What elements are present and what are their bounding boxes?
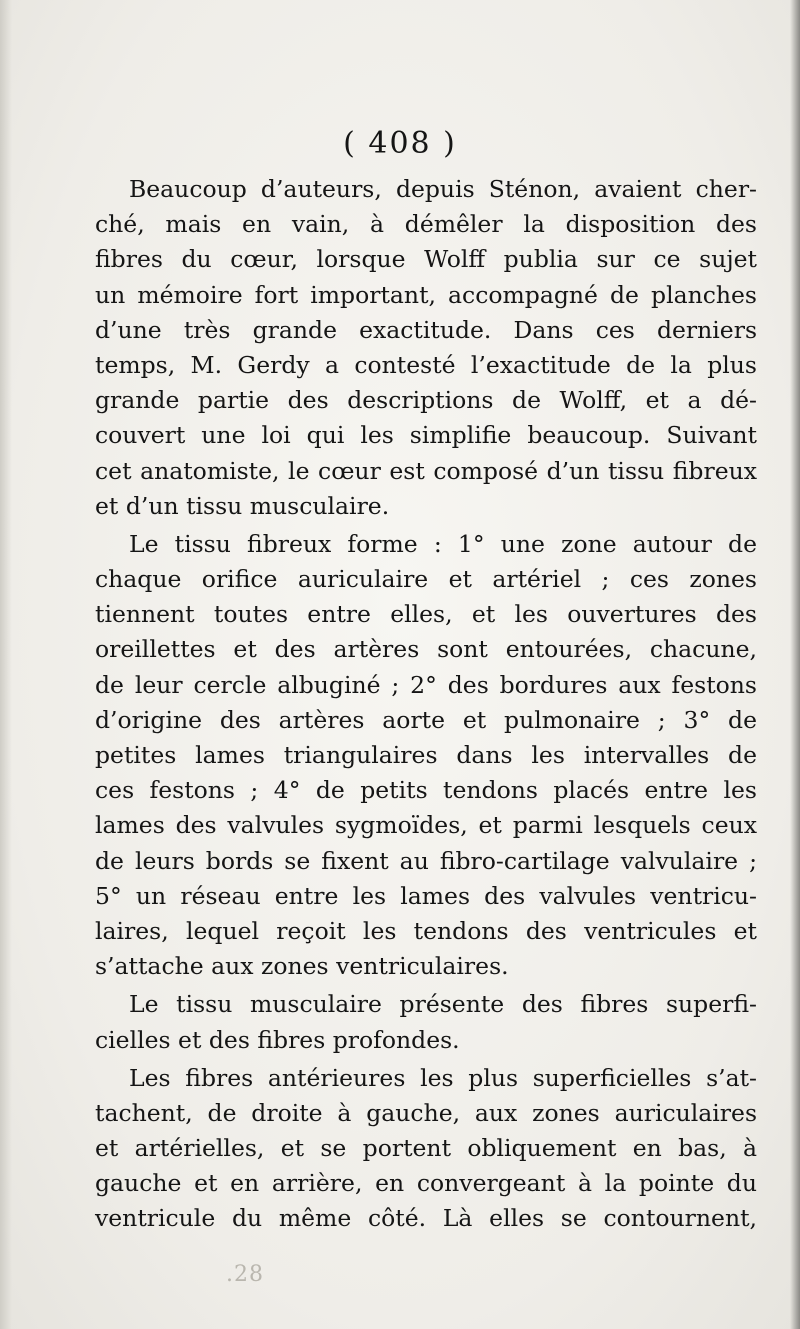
signature-mark: .28 xyxy=(226,1262,264,1287)
text-line: laires, lequel reçoit les tendons des ventricules et xyxy=(95,916,757,945)
text-line: fibres du cœur, lorsque Wolff publia sur ce sujet xyxy=(95,245,757,274)
text-line: et d’un tissu musculaire. xyxy=(95,491,390,520)
page-number: ( 408 ) xyxy=(343,126,457,161)
text-line: petites lames triangulaires dans les intervalles de xyxy=(95,741,757,769)
text-line: ces festons ; 4° de petits tendons placés entre les xyxy=(95,776,757,805)
text-line: Le tissu musculaire présente des fibres superfi- xyxy=(129,990,757,1019)
text-line: oreillettes et des artères sont entourées, chacune, xyxy=(95,635,757,664)
text-line: d’une très grande exactitude. Dans ces derniers xyxy=(95,315,757,344)
text-line: Le tissu fibreux forme : 1° une zone autour de xyxy=(129,529,757,558)
text-line: grande partie des descriptions de Wolff, et a dé- xyxy=(95,386,757,415)
text-line: Beaucoup d’auteurs, depuis Sténon, avaient cher- xyxy=(129,175,757,203)
page-left-edge-shadow xyxy=(0,0,12,1329)
text-line: couvert une loi qui les simplifie beaucoup. Suivant xyxy=(95,421,757,450)
text-line: temps, M. Gerdy a contesté l’exactitude de la plus xyxy=(95,350,757,379)
text-line: 5° un réseau entre les lames des valvules ventricu- xyxy=(95,881,757,910)
text-line: Les fibres antérieures les plus superficielles s’at- xyxy=(129,1063,757,1092)
text-line: s’attache aux zones ventriculaires. xyxy=(95,952,509,981)
text-line: d’origine des artères aorte et pulmonaire ; 3° de xyxy=(95,705,757,734)
text-line: un mémoire fort important, accompagné de planches xyxy=(95,280,757,309)
text-line: et artérielles, et se portent obliquement en bas, à xyxy=(95,1134,757,1163)
text-line: tachent, de droite à gauche, aux zones auriculaires xyxy=(95,1098,757,1127)
text-line: chaque orifice auriculaire et artériel ; ces zones xyxy=(95,565,757,594)
text-line: tiennent toutes entre elles, et les ouvertures des xyxy=(95,600,757,629)
body-text xyxy=(95,172,757,1237)
text-line: de leur cercle albuginé ; 2° des bordures aux festons xyxy=(95,670,757,699)
text-line: ventricule du même côté. Là elles se contournent, xyxy=(95,1204,757,1233)
text-line: cet anatomiste, le cœur est composé d’un tissu fibreux xyxy=(95,456,757,485)
text-line: cielles et des fibres profondes. xyxy=(95,1025,460,1054)
text-line: gauche et en arrière, en convergeant à la pointe du xyxy=(95,1169,757,1198)
text-line: ché, mais en vain, à démêler la disposition des xyxy=(95,210,757,239)
page-right-edge-shadow xyxy=(790,0,800,1329)
text-line: de leurs bords se fixent au fibro-cartilage valvulaire ; xyxy=(95,846,757,875)
text-line: lames des valvules sygmoïdes, et parmi lesquels ceux xyxy=(95,811,757,840)
